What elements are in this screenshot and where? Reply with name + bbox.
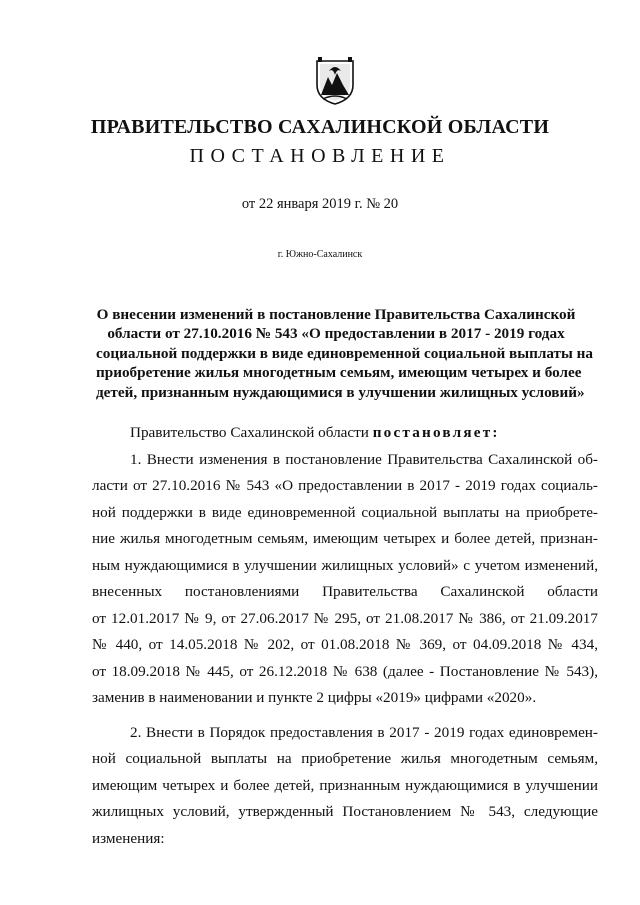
item1-line: 1. Внести изменения в постановление Правительства Сахалинской об- <box>130 450 598 468</box>
item1-line: от 12.01.2017 № 9, от 27.06.2017 № 295, от 21.08.2017 № 386, от 21.09.2017 <box>92 609 598 627</box>
title-line: детей, признанным нуждающимися в улучшении жилищных условий» <box>96 383 585 401</box>
preamble-keyword: постановляет: <box>372 424 500 441</box>
item1-line: заменив в наименовании и пункте 2 цифры «2019» цифрами «2020». <box>92 689 537 706</box>
document-date-number: от 22 января 2019 г. № 20 <box>241 196 399 212</box>
title-line: О внесении изменений в постановление Правительства Сахалинской <box>96 306 576 323</box>
item2-line: жилищных условий, утвержденный Постановлением № 543, следующие <box>92 803 598 820</box>
preamble-text: Правительство Сахалинской области <box>130 424 373 441</box>
item1-line: ние жилья многодетным семьям, имеющим четырех и более детей, признан- <box>92 530 598 547</box>
item1-line: № 440, от 14.05.2018 № 202, от 01.08.2018 № 369, от 04.09.2018 № 434, <box>92 636 598 653</box>
title-line: приобретение жилья многодетным семьям, имеющим четырех и более <box>96 364 582 382</box>
item1-line: от 18.09.2018 № 445, от 26.12.2018 № 638 (далее - Постановление № 543), <box>92 662 598 680</box>
document-city: г. Южно-Сахалинск <box>277 249 363 260</box>
item2-line: 2. Внести в Порядок предоставления в 2017 - 2019 годах единовремен- <box>130 723 598 741</box>
item2-line: изменения: <box>92 829 165 847</box>
title-line: области от 27.10.2016 № 543 «О предоставлении в 2017 - 2019 годах <box>107 325 565 343</box>
organization-name: ПРАВИТЕЛЬСТВО САХАЛИНСКОЙ ОБЛАСТИ <box>90 116 550 138</box>
item1-line: ласти от 27.10.2016 № 543 «О предоставлении в 2017 - 2019 годах социаль- <box>92 477 598 494</box>
document-title <box>96 305 594 402</box>
item2-line: ной социальной выплаты на приобретение жилья многодетным семьям, <box>92 750 598 767</box>
sakhalin-coat-of-arms-icon <box>315 55 355 105</box>
document-body <box>92 420 598 852</box>
item1-line: внесенных постановлениями Правительства Сахалинской области <box>92 583 598 600</box>
document-type: ПОСТАНОВЛЕНИЕ <box>189 145 451 167</box>
preamble <box>92 420 598 447</box>
title-line: социальной поддержки в виде единовременной социальной выплаты на <box>96 344 594 362</box>
item1-line: ной поддержки в виде единовременной социальной выплаты на приобрете- <box>92 503 598 521</box>
item1-line: ным нуждающимися в улучшении жилищных условий» с учетом изменений, <box>92 556 598 574</box>
item2-line: имеющим четырех и более детей, признанным нуждающимися в улучшении <box>92 776 598 794</box>
